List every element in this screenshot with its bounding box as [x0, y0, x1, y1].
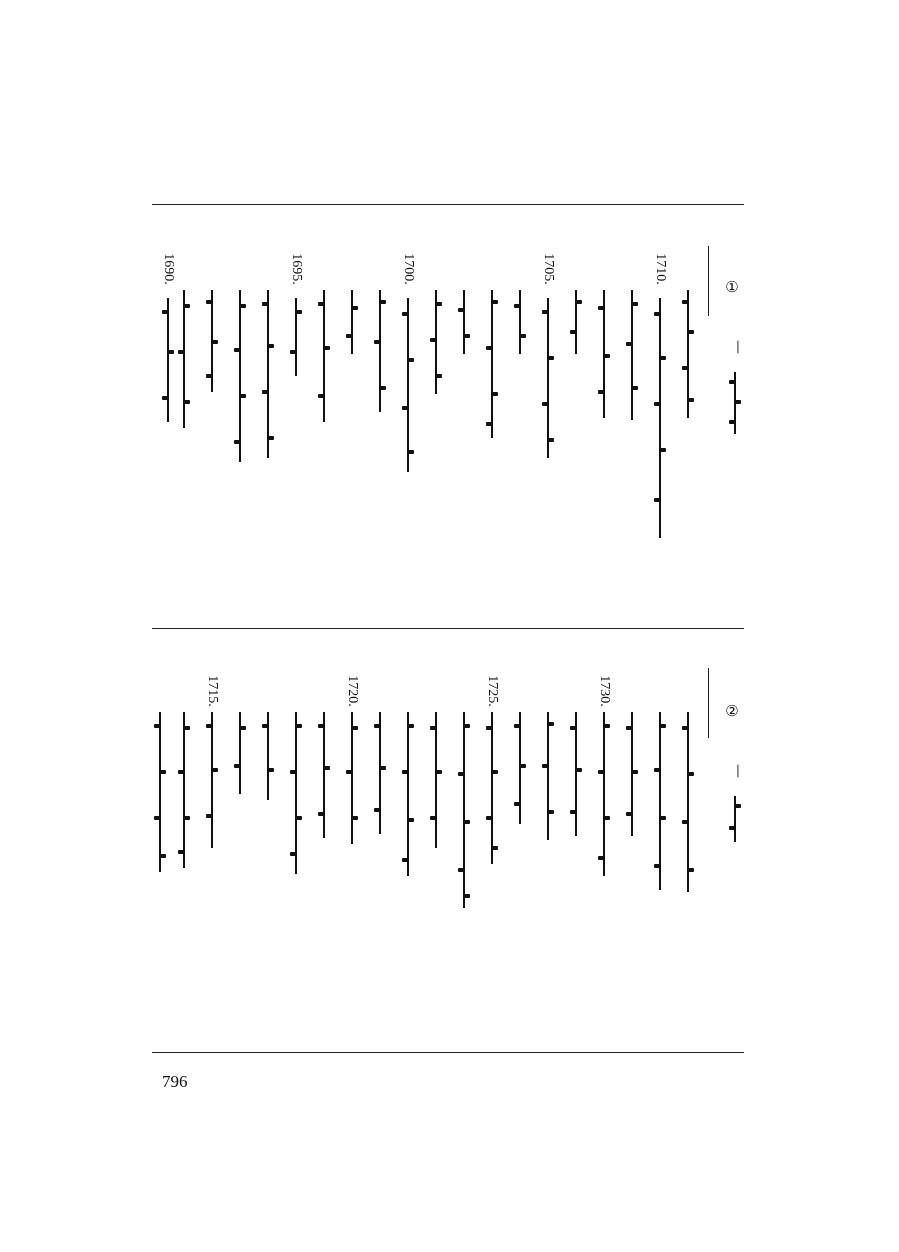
line-number: 1705. [541, 253, 556, 285]
top-rule [152, 204, 744, 205]
page-number: 796 [162, 1072, 188, 1091]
line-number: 1720. [345, 675, 360, 707]
footnote-2-dash: — [730, 764, 746, 778]
line-number: 1695. [289, 253, 304, 285]
line-number: 1690. [161, 253, 176, 285]
middle-rule [152, 628, 744, 629]
footnote-marker: ① [725, 278, 739, 296]
line-number: 1700. [401, 253, 416, 285]
footnote-2-text [729, 796, 741, 842]
line-number: 1725. [485, 675, 500, 707]
footnote-2 [723, 702, 741, 720]
bottom-rule [152, 1052, 744, 1053]
line-number: 1715. [205, 675, 220, 707]
footnote-separator [708, 246, 709, 316]
line-number: 1730. [597, 675, 612, 707]
line-number: 1710. [653, 253, 668, 285]
footnote-marker: ② [725, 702, 739, 720]
footnote-separator [708, 668, 709, 738]
footnote-1-text [729, 372, 741, 434]
footnote-1 [723, 278, 741, 296]
footnote-1-dash: — [730, 340, 746, 354]
